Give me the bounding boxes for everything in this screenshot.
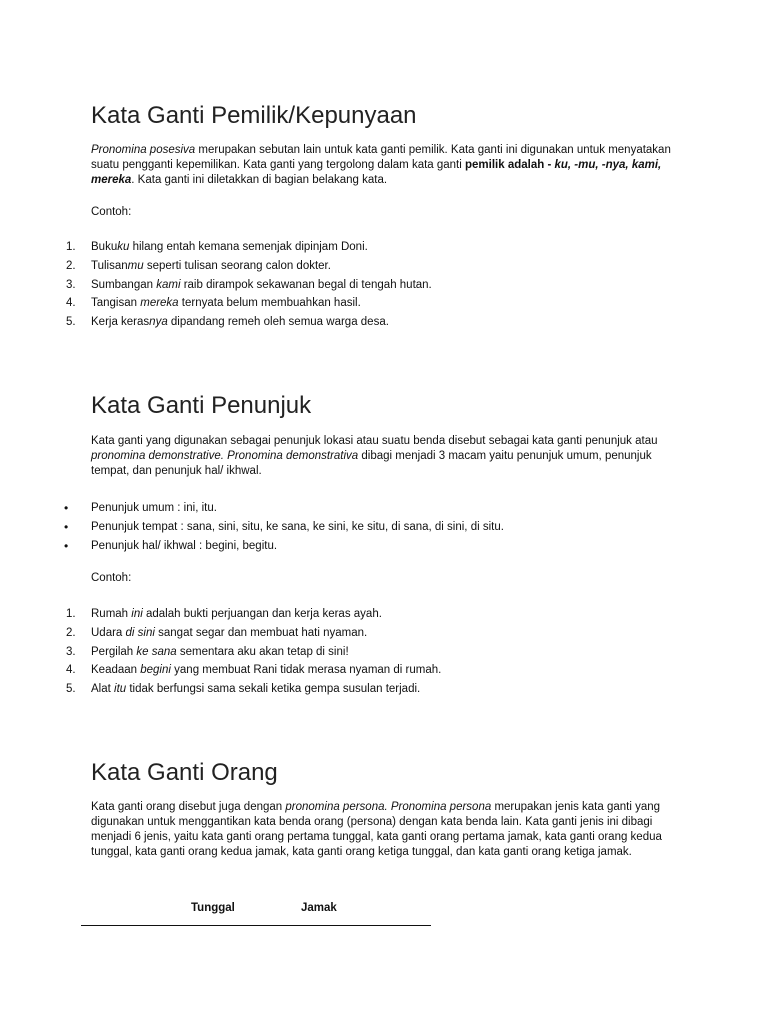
- list-number: 1.: [66, 608, 76, 620]
- list-item-text: [91, 315, 389, 330]
- list-number: 3.: [66, 278, 76, 291]
- list-item-text: [91, 626, 367, 641]
- text-run: ku: [117, 241, 130, 253]
- text-run: Tangisan: [91, 297, 141, 310]
- list-item-text: [91, 682, 420, 697]
- list-number: 3.: [66, 645, 76, 658]
- bullet-icon: •: [64, 538, 69, 553]
- list-number: 4.: [66, 297, 76, 310]
- text-run: seperti tulisan seorang calon dokter.: [143, 259, 331, 272]
- text-run: Kerja keras: [91, 316, 150, 329]
- contoh-label: Contoh:: [91, 572, 132, 584]
- text-run: Rumah: [91, 608, 132, 620]
- text-run: begini: [140, 664, 171, 677]
- bullet-item-text: Penunjuk hal/ ikhwal : begini, begitu.: [91, 539, 278, 552]
- text-run: ternyata belum membuahkan hasil.: [178, 297, 361, 310]
- text-run: kami: [156, 278, 181, 291]
- text-run: Buku: [91, 241, 118, 253]
- heading-kata-ganti-penunjuk: Kata Ganti Penunjuk: [91, 392, 312, 419]
- text-run: . Kata ganti ini diletakkan di bagian belakang kata.: [131, 174, 388, 186]
- list-item-text: [91, 645, 349, 660]
- heading-kata-ganti-pemilik: Kata Ganti Pemilik/Kepunyaan: [91, 102, 417, 129]
- text-run: di sini: [125, 626, 155, 639]
- text-run: raib dirampok sekawanan begal di tengah hutan.: [180, 278, 432, 291]
- text-run: Sumbangan: [91, 278, 157, 291]
- text-run: dibagi menjadi 3 macam yaitu penunjuk umum, penunjuk tempat, dan penunjuk hal/ ikhwal.: [91, 450, 652, 477]
- table-header-tunggal: Tunggal: [191, 902, 235, 914]
- contoh-label: Contoh:: [91, 206, 132, 218]
- text-run: adalah bukti perjuangan dan kerja keras ayah.: [142, 608, 382, 620]
- bullet-icon: •: [64, 519, 69, 534]
- text-run: mereka: [140, 297, 179, 310]
- text-run: Tulisan: [91, 259, 128, 272]
- list-number: 5.: [66, 316, 76, 329]
- list-number: 2.: [66, 626, 76, 639]
- list-item-text: [91, 296, 361, 311]
- text-run: nya: [149, 316, 168, 329]
- text-run: Pergilah: [91, 645, 137, 658]
- text-run: dipandang remeh oleh semua warga desa.: [167, 316, 389, 329]
- list-item-text: [91, 259, 331, 274]
- text-run: Udara: [91, 626, 126, 639]
- text-run: merupakan jenis kata ganti yang digunakan untuk menggantikan kata benda orang (persona) dengan kata benda lain. Kata ganti jenis ini dibagi menjadi 6 jenis, yaitu kata ganti orang pertama tunggal, kata ganti orang pertama jamak, kata ganti orang kedua tunggal, kata ganti orang kedua jamak, kata ganti orang ketiga tunggal, dan kata ganti orang ketiga jamak.: [91, 801, 662, 858]
- list-number: 1.: [66, 241, 76, 253]
- text-run: sementara aku akan tetap di sini!: [176, 645, 349, 658]
- table-rule: [81, 925, 431, 926]
- paragraph-penunjuk: [91, 434, 691, 479]
- text-run: ke sana: [136, 645, 177, 658]
- text-run: Kata ganti yang digunakan sebagai penunjuk lokasi atau suatu benda disebut sebagai kata ganti penunjuk atau: [91, 435, 658, 447]
- paragraph-orang: [91, 800, 691, 860]
- list-item-text: [91, 663, 441, 678]
- text-run: sangat segar dan membuat hati nyaman.: [154, 626, 368, 639]
- bullet-item-text: Penunjuk umum : ini, itu.: [91, 502, 217, 514]
- text-run: mu: [127, 259, 144, 272]
- list-number: 5.: [66, 683, 76, 696]
- list-number: 2.: [66, 259, 76, 272]
- list-item-text: [91, 607, 382, 622]
- text-run: Pronomina posesiva: [91, 144, 196, 156]
- text-run: yang membuat Rani tidak merasa nyaman di rumah.: [170, 664, 442, 677]
- text-run: ku, -mu, -nya, kami, mereka: [91, 159, 662, 186]
- heading-kata-ganti-orang: Kata Ganti Orang: [91, 759, 278, 786]
- text-run: itu: [114, 683, 127, 696]
- text-run: pemilik adalah -: [465, 159, 552, 171]
- bullet-icon: •: [64, 501, 69, 515]
- text-run: pronomina demonstrative. Pronomina demonstrativa: [91, 450, 359, 462]
- text-run: hilang entah kemana semenjak dipinjam Doni.: [129, 241, 368, 253]
- table-header-jamak: Jamak: [301, 902, 337, 914]
- list-item-text: [91, 240, 368, 255]
- list-item-text: [91, 278, 432, 293]
- bullet-item-text: Penunjuk tempat : sana, sini, situ, ke sana, ke sini, ke situ, di sana, di sini, di situ.: [91, 520, 504, 533]
- text-run: tidak berfungsi sama sekali ketika gempa susulan terjadi.: [126, 683, 421, 696]
- list-number: 4.: [66, 664, 76, 677]
- text-run: Keadaan: [91, 664, 141, 677]
- text-run: merupakan sebutan lain untuk kata ganti pemilik. Kata ganti ini digunakan untuk menyatakan suatu pengganti kepemilikan. Kata ganti yang tergolong dalam kata ganti: [91, 144, 671, 171]
- text-run: pronomina persona. Pronomina persona: [285, 801, 492, 813]
- text-run: Kata ganti orang disebut juga dengan: [91, 801, 286, 813]
- text-run: Alat: [91, 683, 115, 696]
- paragraph-pemilik: [91, 143, 691, 188]
- text-run: ini: [131, 608, 143, 620]
